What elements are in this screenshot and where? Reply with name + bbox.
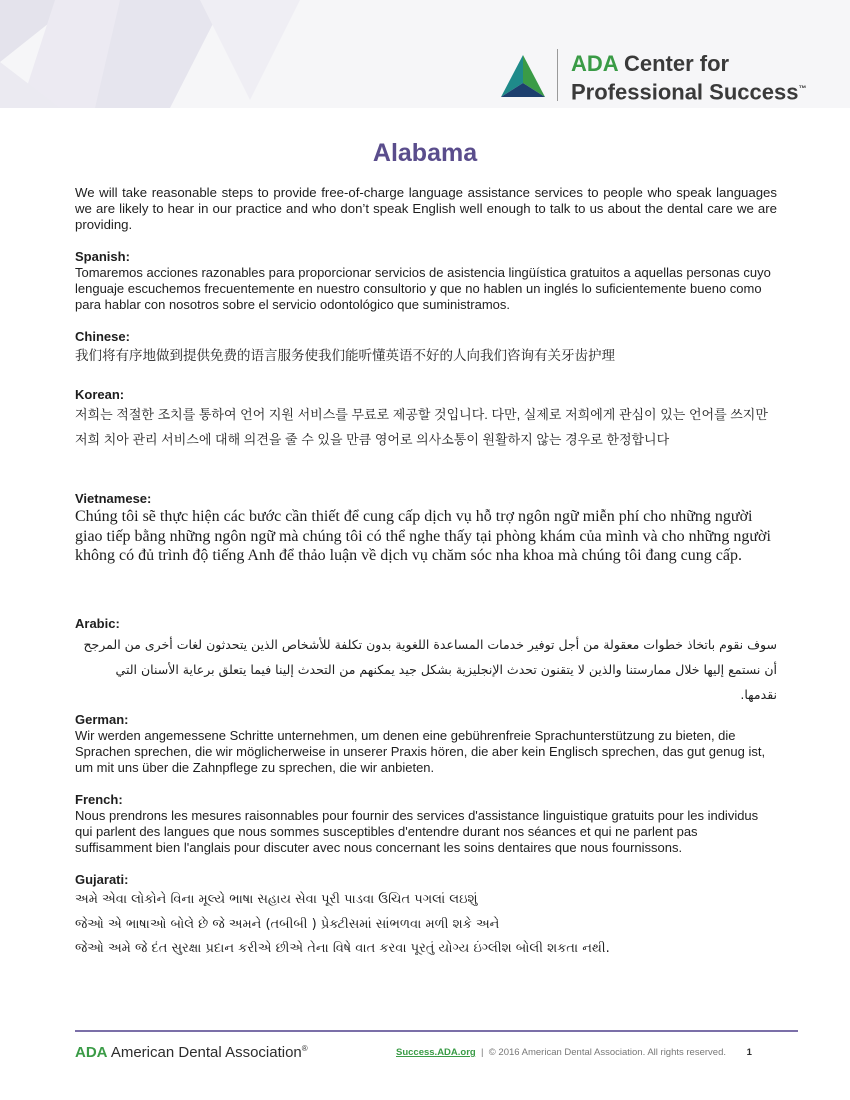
gujarati-line-3: જેઓ અમે જે દંત સુરક્ષા પ્રદાન કરીએ છીએ તેના વિષે વાત કરવા પૂરતું યોગ્ય ઇંગ્લીશ બોલી શકતા નથી. bbox=[75, 941, 610, 956]
section-spanish bbox=[75, 249, 777, 313]
section-vietnamese bbox=[75, 491, 777, 566]
footer-copyright: © 2016 American Dental Association. All rights reserved. bbox=[488, 1047, 726, 1058]
section-heading: German: bbox=[75, 712, 129, 727]
section-text bbox=[75, 888, 777, 962]
section-text: 저희는 적절한 조치를 통하여 언어 지원 서비스를 무료로 제공할 것입니다. 다만, 실제로 저희에게 관심이 있는 언어를 쓰지만 저희 치아 관리 서비스에 대해 의견을 줄 수 있을 만큼 영어로 의사소통이 원활하지 않는 경우로 한정합니다 bbox=[75, 407, 768, 447]
intro-paragraph: We will take reasonable steps to provide free-of-charge language assistance services to people who speak languages we are likely to hear in our practice and who don’t speak English well enough to talk to us about the dental care we are providing. bbox=[75, 185, 777, 232]
trademark: ™ bbox=[798, 84, 807, 93]
footer-org bbox=[75, 1044, 308, 1061]
section-arabic bbox=[75, 616, 777, 707]
section-text: 我们将有序地做到提供免费的语言服务使我们能听懂英语不好的人向我们咨询有关牙齿护理 bbox=[75, 348, 615, 363]
footer-meta bbox=[396, 1047, 752, 1058]
section-chinese bbox=[75, 329, 777, 367]
section-korean bbox=[75, 387, 777, 452]
section-text: Nous prendrons les mesures raisonnables pour fournir des services d'assistance linguistique gratuits pour les individus qui parlent des langues que nous sommes susceptibles d'entendre durant nos séances et qui ne parlent pas suffisamment bien l'anglais pour discuter avec nous concernant les soins dentaires que nous fournissons. bbox=[75, 808, 759, 855]
footer-separator: | bbox=[481, 1047, 484, 1058]
ada-cps-logo bbox=[499, 47, 819, 107]
section-german bbox=[75, 712, 777, 776]
section-text: سوف نقوم باتخاذ خطوات معقولة من أجل توفير خدمات المساعدة اللغوية بدون تكلفة للأشخاص الذين يتحدثون لغات أخرى من المرجح أن نستمع إليها خلال ممارستنا والذين لا يتقنون تحدث الإنجليزية بشكل جيد يمكنهم من التحدث إلينا فيما يتعلق برعاية الأسنان التي نقدمها. bbox=[83, 637, 777, 702]
logo-divider bbox=[557, 49, 558, 101]
section-heading: Vietnamese: bbox=[75, 491, 152, 506]
section-heading: Chinese: bbox=[75, 329, 130, 344]
section-text: Chúng tôi sẽ thực hiện các bước cần thiết để cung cấp dịch vụ hỗ trợ ngôn ngữ miễn phí cho những người giao tiếp bằng những ngôn ngữ mà chúng tôi có thể nghe thấy tại phòng khám của mình và cho những người không có đủ trình độ tiếng Anh để thảo luận về dịch vụ chăm sóc nha khoa mà chúng tôi đang cung cấp. bbox=[75, 508, 771, 564]
gujarati-line-2: જેઓ એ ભાષાઓ બોલે છે જે અમને (તબીબી ) પ્રેક્ટીસમાં સાંભળવા મળી શકે અને bbox=[75, 916, 500, 932]
section-text: Tomaremos acciones razonables para proporcionar servicios de asistencia lingüística gratuitos a aquellas personas cuyo lenguaje escuchemos frecuentemente en nuestro consultorio y que no hablen un inglés lo suficientemente bueno como para hablar con nosotros sobre el servicio odontológico que suministramos. bbox=[75, 265, 771, 312]
section-heading: Korean: bbox=[75, 387, 125, 402]
logo-line-1 bbox=[571, 52, 729, 76]
section-heading: Arabic: bbox=[75, 616, 120, 631]
footer-brand: ADA bbox=[75, 1044, 108, 1061]
gujarati-line-1: અમે એવા લોકોને વિના મૂલ્યે ભાષા સહાય સેવા પૂરી પાડવા ઉચિત પગલાં લઇશું bbox=[75, 892, 478, 907]
logo-line-1-rest: Center for bbox=[623, 51, 730, 76]
logo-line-2-text: Professional Success bbox=[571, 79, 799, 105]
section-french bbox=[75, 792, 777, 856]
section-heading: Gujarati: bbox=[75, 872, 129, 887]
section-text: Wir werden angemessene Schritte unternehmen, um denen eine gebührenfreie Sprachunterstützung zu bieten, die Sprachen sprechen, die wir möglicherweise in unserer Praxis hören, die aber kein Englisch sprechen, das gut genug ist, um mit uns über die Zahnpflege zu sprechen, die wir anbieten. bbox=[75, 728, 766, 775]
footer-divider bbox=[75, 1030, 798, 1032]
page-title: Alabama bbox=[372, 139, 478, 167]
footer-link[interactable]: Success.ADA.org bbox=[396, 1047, 476, 1058]
logo-line-2 bbox=[571, 77, 806, 104]
section-gujarati bbox=[75, 872, 777, 962]
logo-brand: ADA bbox=[571, 51, 618, 76]
footer-org-name: American Dental Association bbox=[110, 1044, 302, 1061]
footer-registered-mark: ® bbox=[301, 1044, 308, 1053]
section-heading: Spanish: bbox=[75, 249, 130, 264]
page-number: 1 bbox=[746, 1047, 752, 1058]
section-heading: French: bbox=[75, 792, 123, 807]
ada-triangle-icon bbox=[499, 53, 549, 105]
